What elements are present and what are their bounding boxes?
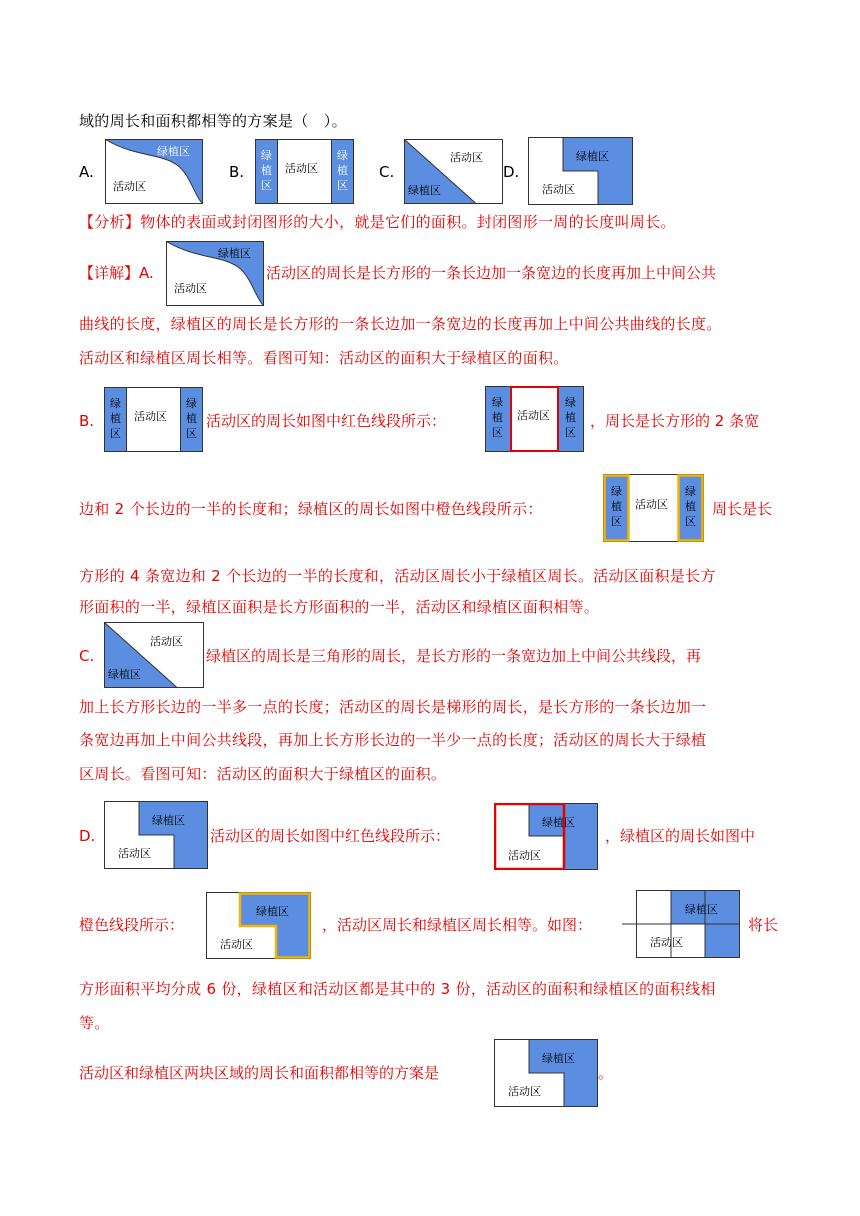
green-char-1: 绿 xyxy=(186,397,197,410)
conclusion-figure xyxy=(494,1039,598,1107)
green-char-2: 植 xyxy=(492,411,503,424)
detail-b-text4: 周长是长 xyxy=(712,500,773,518)
detail-b-label: B. xyxy=(79,412,95,430)
green-label: 绿植区 xyxy=(108,668,141,681)
green-label: 绿植区 xyxy=(542,816,575,829)
active-label: 活动区 xyxy=(220,938,253,951)
detail-b-text5: 方形的 4 条宽边和 2 个长边的一半的长度和，活动区周长小于绿植区周长。活动区面积是长方 xyxy=(79,567,716,585)
detail-b-figure xyxy=(104,387,203,452)
green-char-3: 区 xyxy=(611,515,622,528)
green-char-2: 植 xyxy=(337,164,348,177)
option-b-figure xyxy=(255,139,354,204)
detail-d-text7: 等。 xyxy=(79,1014,110,1032)
analysis-text: 【分析】物体的表面或封闭图形的大小，就是它们的面积。封闭图形一周的长度叫周长。 xyxy=(79,213,676,231)
detail-c-text2: 加上长方形长边的一半多一点的长度；活动区的周长是梯形的周长，是长方形的一条长边加一 xyxy=(79,698,707,716)
green-char-3: 区 xyxy=(186,427,197,440)
active-label: 活动区 xyxy=(650,936,683,949)
green-label: 绿植区 xyxy=(542,1052,575,1065)
green-char-3: 区 xyxy=(110,427,121,440)
green-char-1: 绿 xyxy=(261,149,272,162)
detail-d-text3: 橙色线段所示： xyxy=(79,916,185,934)
conclusion-text: 活动区和绿植区两块区域的周长和面积都相等的方案是 xyxy=(79,1064,440,1082)
green-label: 绿植区 xyxy=(157,145,190,158)
green-char-3: 区 xyxy=(337,179,348,192)
detail-d-label: D. xyxy=(79,827,96,845)
green-char-1: 绿 xyxy=(492,396,503,409)
detail-d-text2: ，绿植区的周长如图中 xyxy=(605,827,756,845)
detail-b-orange-figure xyxy=(603,474,704,542)
active-label: 活动区 xyxy=(635,498,668,511)
detail-d-text4: ，活动区周长和绿植区周长相等。如图： xyxy=(322,916,593,934)
detail-d-grid-figure xyxy=(622,890,740,960)
active-label: 活动区 xyxy=(113,180,146,193)
green-char-1: 绿 xyxy=(337,149,348,162)
green-label: 绿植区 xyxy=(152,814,185,827)
active-label: 活动区 xyxy=(517,409,550,422)
question-stem: 域的周长和面积都相等的方案是（ ）。 xyxy=(79,112,347,130)
option-a-label: A. xyxy=(79,163,94,181)
green-char-2: 植 xyxy=(565,411,576,424)
detail-d-red-figure xyxy=(494,803,598,870)
detail-b-text2: ，周长是长方形的 2 条宽 xyxy=(590,412,760,430)
conclusion-end: 。 xyxy=(598,1064,614,1082)
active-label: 活动区 xyxy=(174,282,207,295)
active-label: 活动区 xyxy=(118,847,151,860)
detail-d-text6: 方形面积平均分成 6 份，绿植区和活动区都是其中的 3 份，活动区的面积和绿植区的面积线相 xyxy=(79,980,716,998)
green-label: 绿植区 xyxy=(408,184,441,197)
green-char-1: 绿 xyxy=(611,485,622,498)
green-label: 绿植区 xyxy=(256,905,289,918)
green-char-1: 绿 xyxy=(565,396,576,409)
green-char-2: 植 xyxy=(261,164,272,177)
option-d-label: D. xyxy=(503,163,520,181)
active-label: 活动区 xyxy=(285,162,318,175)
detail-a-text3: 活动区和绿植区周长相等。看图可知：活动区的面积大于绿植区的面积。 xyxy=(79,349,569,367)
detail-b-red-figure xyxy=(485,386,584,453)
active-label: 活动区 xyxy=(150,635,183,648)
detail-c-text1: 绿植区的周长是三角形的周长，是长方形的一条宽边加上中间公共线段，再 xyxy=(206,647,702,665)
detail-a-text1: 活动区的周长是长方形的一条长边加一条宽边的长度再加上中间公共 xyxy=(266,264,717,282)
green-char-3: 区 xyxy=(565,426,576,439)
green-label: 绿植区 xyxy=(685,903,718,916)
detail-b-text6: 形面积的一半，绿植区面积是长方形面积的一半，活动区和绿植区面积相等。 xyxy=(79,598,600,616)
detail-d-orange-figure xyxy=(206,892,311,959)
green-char-2: 植 xyxy=(611,500,622,513)
detail-d-text1: 活动区的周长如图中红色线段所示： xyxy=(210,827,451,845)
detail-c-text4: 区周长。看图可知：活动区的面积大于绿植区的面积。 xyxy=(79,765,447,783)
green-char-3: 区 xyxy=(261,179,272,192)
detail-a-label: 【详解】A. xyxy=(79,264,154,282)
detail-d-figure xyxy=(104,801,208,869)
green-char-2: 植 xyxy=(110,412,121,425)
detail-a-text2: 曲线的长度，绿植区的周长是长方形的一条长边加一条宽边的长度再加上中间公共曲线的长度。 xyxy=(79,315,722,333)
active-label: 活动区 xyxy=(450,151,483,164)
option-a-figure xyxy=(105,139,203,204)
active-label: 活动区 xyxy=(542,183,575,196)
active-label: 活动区 xyxy=(508,1085,541,1098)
detail-c-label: C. xyxy=(79,647,95,665)
green-char-1: 绿 xyxy=(110,397,121,410)
green-char-2: 植 xyxy=(186,412,197,425)
active-label: 活动区 xyxy=(134,410,167,423)
option-b-label: B. xyxy=(229,163,245,181)
detail-c-figure xyxy=(104,622,204,688)
green-char-3: 区 xyxy=(492,426,503,439)
detail-b-text1: 活动区的周长如图中红色线段所示： xyxy=(206,412,447,430)
green-label: 绿植区 xyxy=(218,247,251,260)
detail-b-text3: 边和 2 个长边的一半的长度和；绿植区的周长如图中橙色线段所示： xyxy=(79,500,543,518)
option-c-label: C. xyxy=(379,163,395,181)
green-char-2: 植 xyxy=(685,500,696,513)
detail-c-text3: 条宽边再加上中间公共线段，再加上长方形长边的一半少一点的长度；活动区的周长大于绿植 xyxy=(79,731,707,749)
detail-a-figure xyxy=(166,241,264,306)
green-label: 绿植区 xyxy=(576,150,609,163)
detail-d-text5: 将长 xyxy=(748,916,779,934)
option-d-figure xyxy=(528,137,633,205)
green-char-1: 绿 xyxy=(685,485,696,498)
green-char-3: 区 xyxy=(685,515,696,528)
option-c-figure xyxy=(404,139,503,204)
active-label: 活动区 xyxy=(508,849,541,862)
